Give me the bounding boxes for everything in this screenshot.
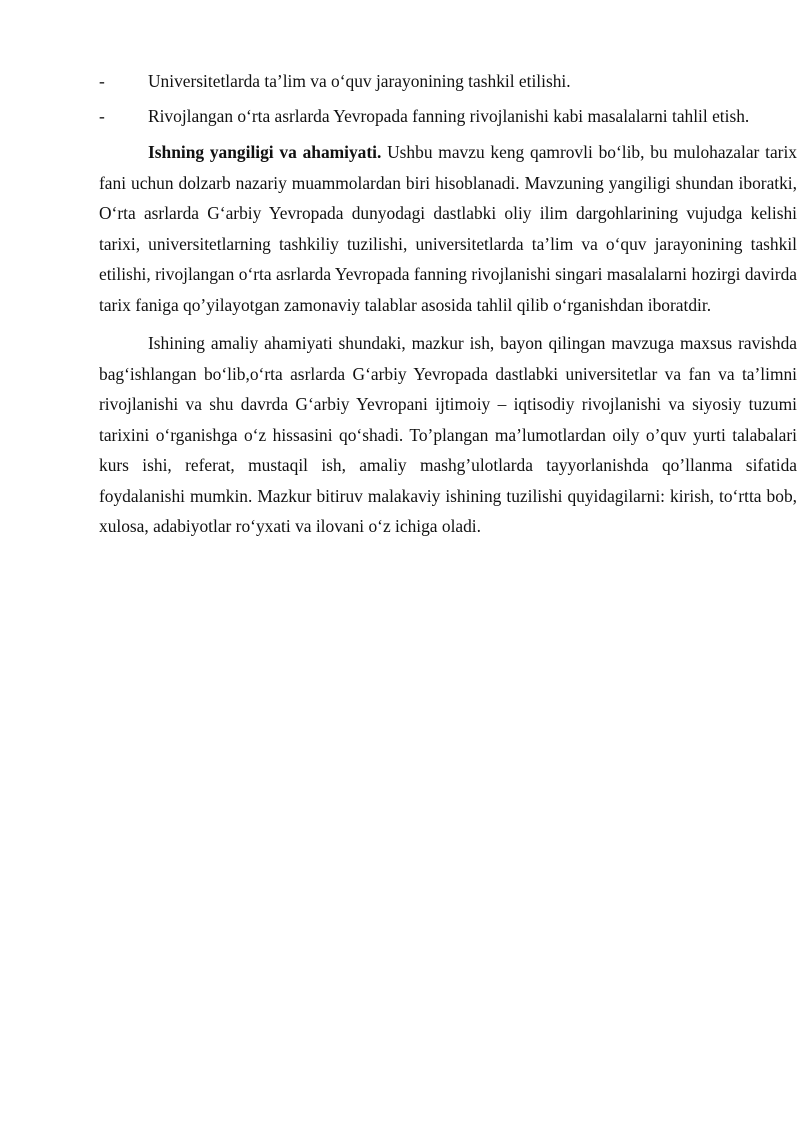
bullet-text: Rivojlangan o‘rta asrlarda Yevropada fanning rivojlanishi kabi masalalarni tahlil etish.	[148, 105, 750, 126]
bullet-marker: -	[99, 105, 105, 126]
bullet-text: Universitetlarda ta’lim va o‘quv jarayonining tashkil etilishi.	[148, 71, 571, 91]
bullet-item	[99, 66, 797, 97]
document-body	[99, 66, 797, 550]
bullet-marker: -	[99, 71, 105, 91]
bullet-item	[99, 101, 797, 132]
novelty-paragraph	[99, 137, 797, 320]
novelty-text: Ushbu mavzu keng qamrovli bo‘lib, bu mulohazalar tarix fani uchun dolzarb nazariy muammolardan biri hisoblanadi. Mavzuning yangiligi shundan iboratki, O‘rta asrlarda G‘arbiy Yevropada dunyodagi dastlabki oliy ilim dargohlarining vujudga kelishi tarixi, universitetlarning tashkiliy tuzilishi, universitetlarda ta’lim va o‘quv jarayonining tashkil etilishi, rivojlangan o‘rta asrlarda Yevropada fanning rivojlanishi singari masalalarni hozirgi davirda tarix faniga qo’yilayotgan zamonaviy talablar asosida tahlil qilib o‘rganishdan iboratdir.	[99, 142, 797, 315]
novelty-heading: Ishning yangiligi va ahamiyati.	[148, 142, 382, 162]
practical-significance-paragraph	[99, 328, 797, 542]
practical-significance-text: Ishining amaliy ahamiyati shundaki, mazkur ish, bayon qilingan mavzuga maxsus ravishda bag‘ishlangan bo‘lib,o‘rta asrlarda G‘arbiy Yevropada dastlabki universitetlar va fan va ta’limni rivojlanishi va shu davrda G‘arbiy Yevropani ijtimoiy – iqtisodiy rivojlanishi va siyosiy tuzumi tarixini o‘rganishga o‘z hissasini qo‘shadi. To’plangan ma’lumotlardan oily o’quv yurti talabalari kurs ishi, referat, mustaqil ish, amaliy mashg’ulotlarda tayyorlanishda qo’llanma sifatida foydalanishi mumkin. Mazkur bitiruv malakaviy ishining tuzilishi quyidagilarni: kirish, to‘rtta bob, xulosa, adabiyotlar ro‘yxati va ilovani o‘z ichiga oladi.	[99, 333, 797, 536]
